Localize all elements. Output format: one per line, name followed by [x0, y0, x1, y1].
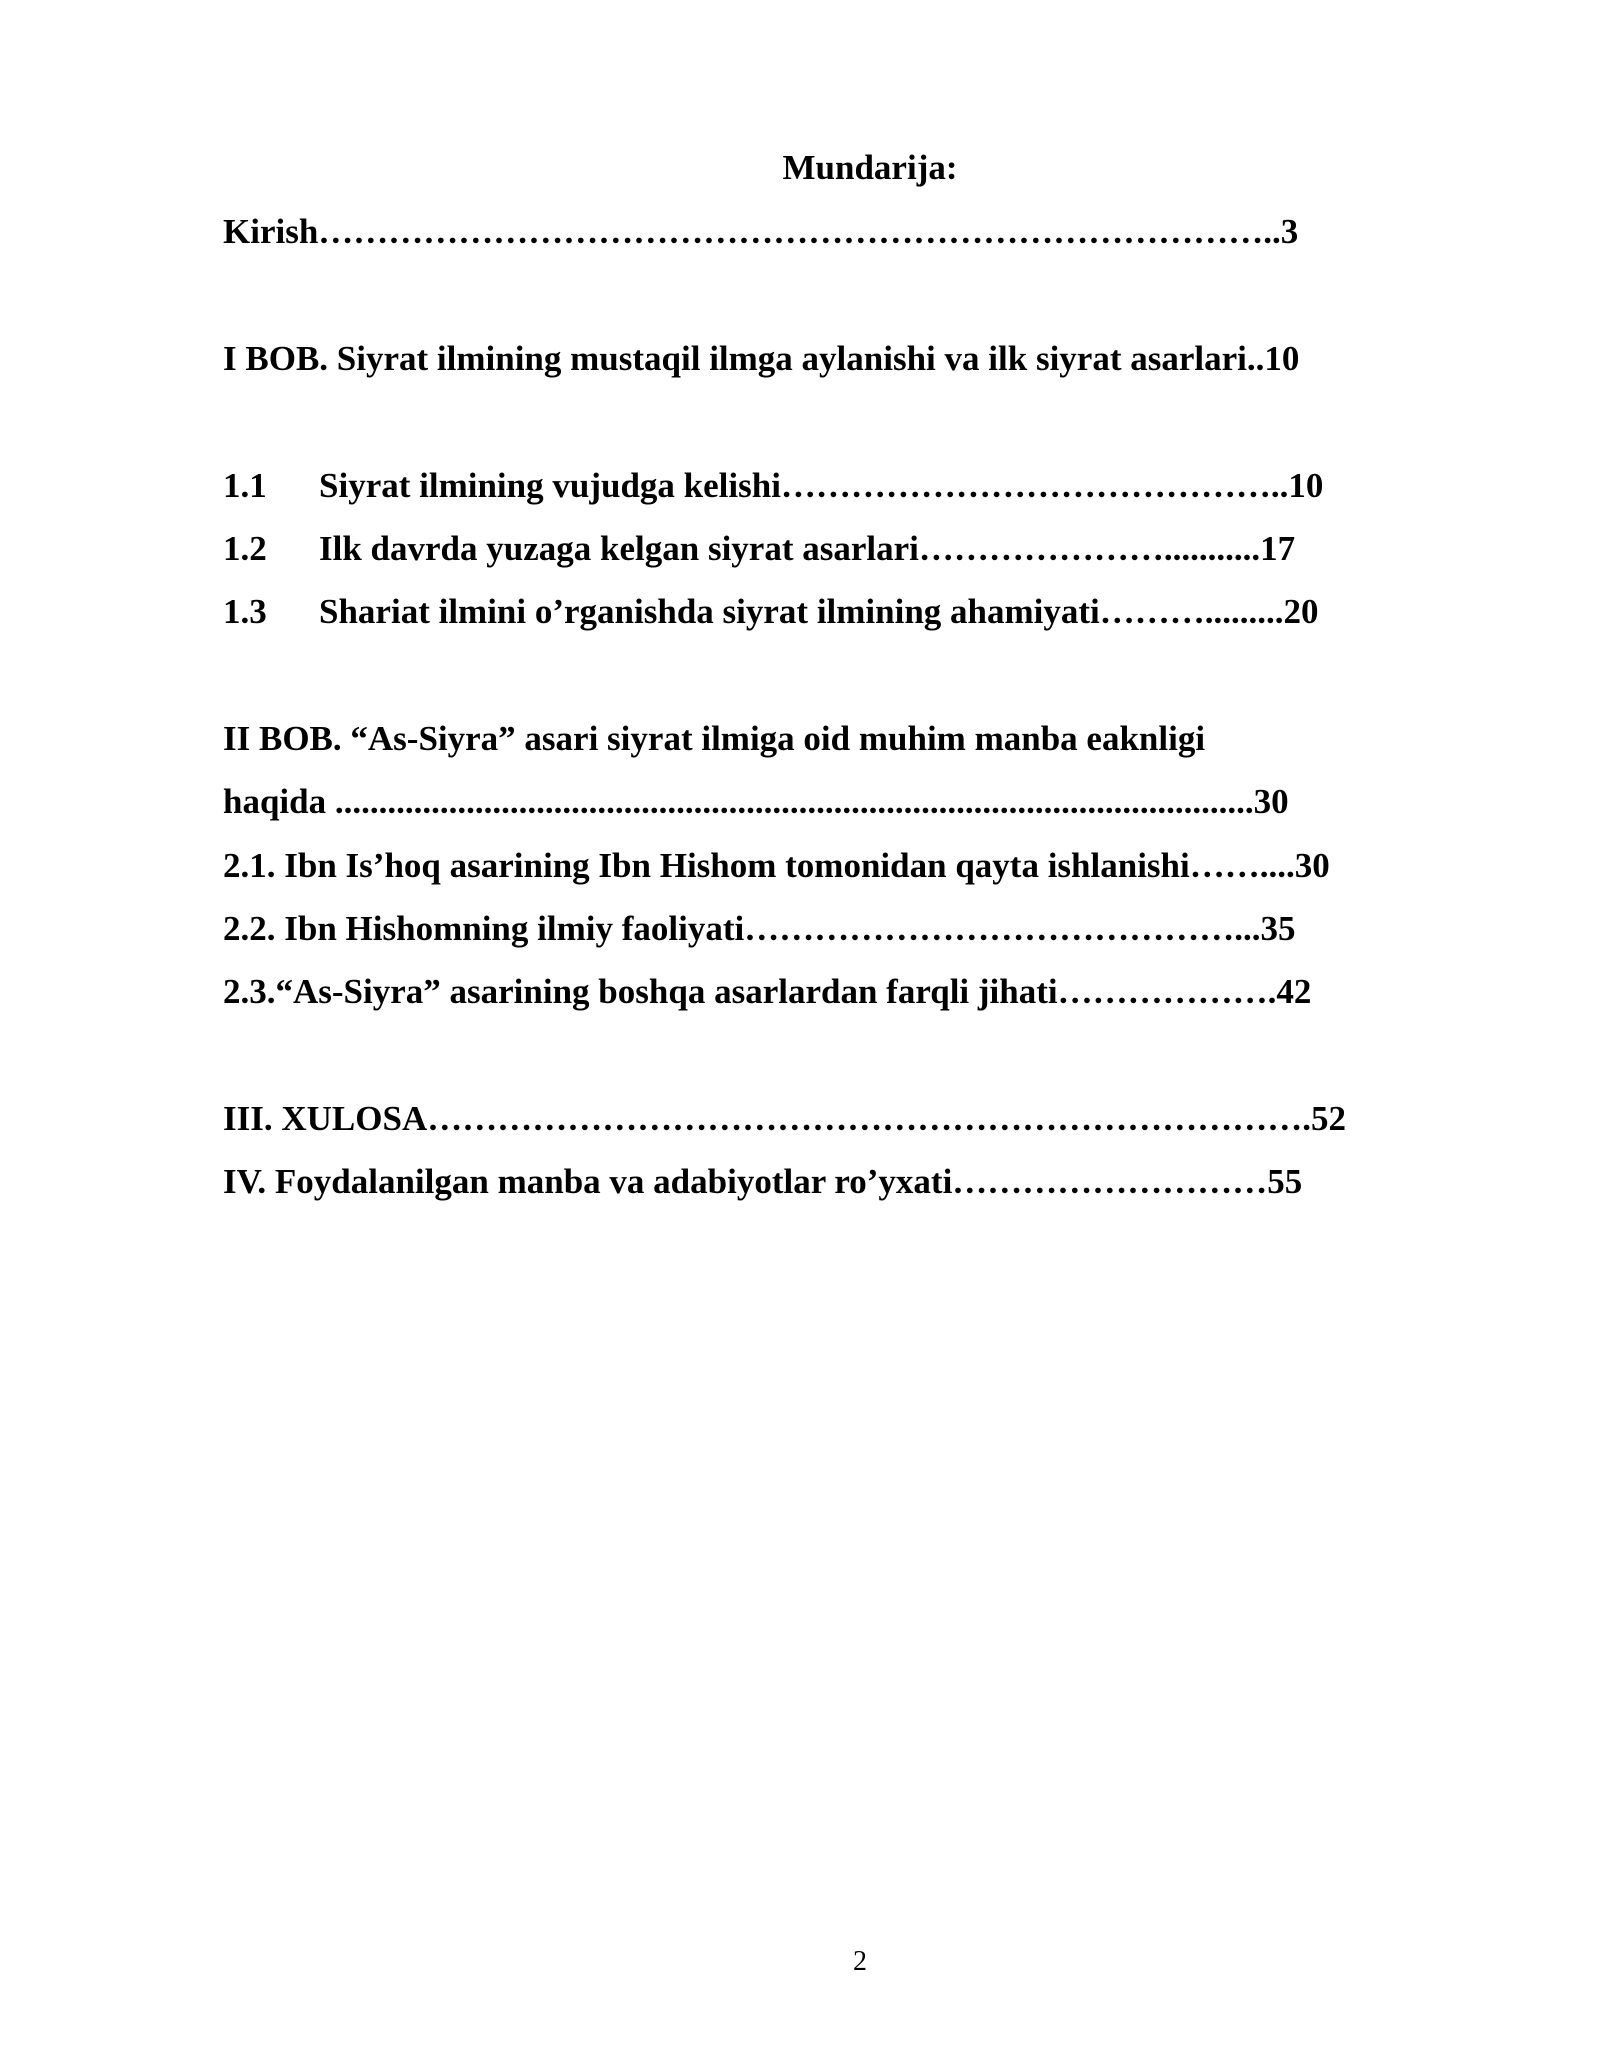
- toc-entry-2-3: 2.3.“As-Siyra” asarining boshqa asarlardan farqli jihati……………….42: [223, 972, 1312, 1011]
- toc-title: Mundarija:: [782, 148, 958, 187]
- toc-entry-number: 1.1: [223, 466, 267, 505]
- toc-entry-1-3: [223, 588, 1319, 636]
- toc-entry-bibliography: IV. Foydalanilgan manba va adabiyotlar ro’yxati………………………55: [223, 1162, 1303, 1201]
- page-number: 2: [853, 1946, 867, 1977]
- toc-entry-2-1: 2.1. Ibn Is’hoq asarining Ibn Hishom tomonidan qayta ishlanishi……....30: [223, 846, 1330, 885]
- toc-entry-number: 1.3: [223, 592, 267, 631]
- toc-entry-2-2: 2.2. Ibn Hishomning ilmiy faoliyati……………………………………...35: [223, 909, 1296, 948]
- toc-entry-chapter-1: I BOB. Siyrat ilmining mustaqil ilmga aylanishi va ilk siyrat asarlari..10: [223, 339, 1300, 378]
- toc-entry-text: Siyrat ilmining vujudga kelishi……………………………………..10: [319, 466, 1324, 505]
- toc-entry-number: 1.2: [223, 529, 267, 568]
- toc-entry-1-1: [223, 462, 1323, 510]
- toc-entry-conclusion: III. XULOSA………………………………………………………………….52: [223, 1099, 1346, 1138]
- toc-entry-text: Ilk davrda yuzaga kelgan siyrat asarlari…………………...........17: [319, 529, 1296, 568]
- toc-entry-chapter-2-continued: haqida .........................................................................................................30: [223, 782, 1289, 821]
- toc-entry-kirish: Kirish………………………………………………………………………..3: [223, 212, 1299, 251]
- toc-entry-text: Shariat ilmini o’rganishda siyrat ilmining ahamiyati……….........20: [319, 592, 1319, 631]
- toc-entry-1-2: [223, 525, 1295, 573]
- toc-entry-chapter-2: II BOB. “As-Siyra” asari siyrat ilmiga oid muhim manba eaknligi: [223, 719, 1206, 758]
